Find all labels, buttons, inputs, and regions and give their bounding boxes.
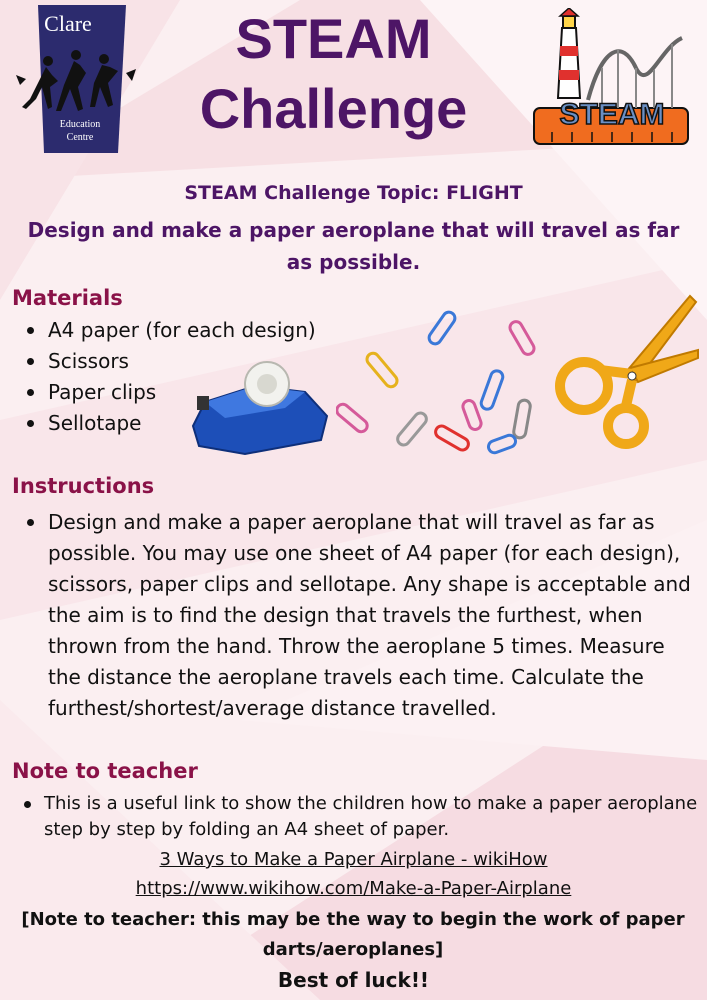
- instructions-item: Design and make a paper aeroplane that will travel as far as possible. You may use one sheet of A4 paper (for each design), scissors, paper clips and sellotape. Any shape is acceptable and the aim is to find the design that travels the furthest, when thrown from the hand. Throw the aeroplane 5 times. Measure the distance the aeroplane travels each time. Calculate the furthest/shortest/average distance travelled.: [12, 507, 702, 724]
- instructions-heading: Instructions: [12, 474, 155, 498]
- clare-education-centre-logo: [8, 3, 140, 155]
- logo-text-education: Education: [59, 119, 101, 130]
- note-item: This is a useful link to show the children how to make a paper aeroplane step by step by folding an A4 sheet of paper.: [8, 791, 698, 843]
- link-url-row: [0, 876, 707, 902]
- wikihow-link-title[interactable]: 3 Ways to Make a Paper Airplane - wikiHow: [159, 849, 548, 870]
- sign-off: Best of luck!!: [277, 968, 430, 992]
- title-line-steam: STEAM: [235, 7, 432, 70]
- note-list: [8, 791, 698, 843]
- scissors-image: [550, 290, 700, 450]
- logo-text-centre: Centre: [66, 132, 94, 143]
- challenge-topic: STEAM Challenge Topic: FLIGHT: [184, 182, 523, 204]
- teacher-bracket-note: [Note to teacher: this may be the way to begin the work of paper darts/aeroplanes]: [21, 909, 685, 960]
- title-line-challenge: Challenge: [199, 77, 468, 140]
- instructions-list: [12, 507, 702, 724]
- wikihow-link-url[interactable]: https://www.wikihow.com/Make-a-Paper-Airplane: [135, 878, 572, 899]
- materials-item: Paper clips: [12, 377, 316, 408]
- note-heading: Note to teacher: [12, 759, 198, 783]
- tape-dispenser-image: [185, 356, 335, 456]
- link-title-row: [0, 847, 707, 873]
- steam-logo-text: STEAM: [559, 98, 665, 131]
- materials-item: Scissors: [12, 346, 316, 377]
- challenge-task: Design and make a paper aeroplane that will travel as far as possible.: [27, 218, 680, 274]
- paper-clips-image: [336, 300, 551, 460]
- steam-logo: [532, 8, 692, 150]
- page-title: [150, 4, 517, 144]
- materials-item: Sellotape: [12, 408, 316, 439]
- materials-item: A4 paper (for each design): [12, 315, 316, 346]
- materials-heading: Materials: [12, 286, 123, 310]
- logo-text-clare: Clare: [44, 11, 92, 36]
